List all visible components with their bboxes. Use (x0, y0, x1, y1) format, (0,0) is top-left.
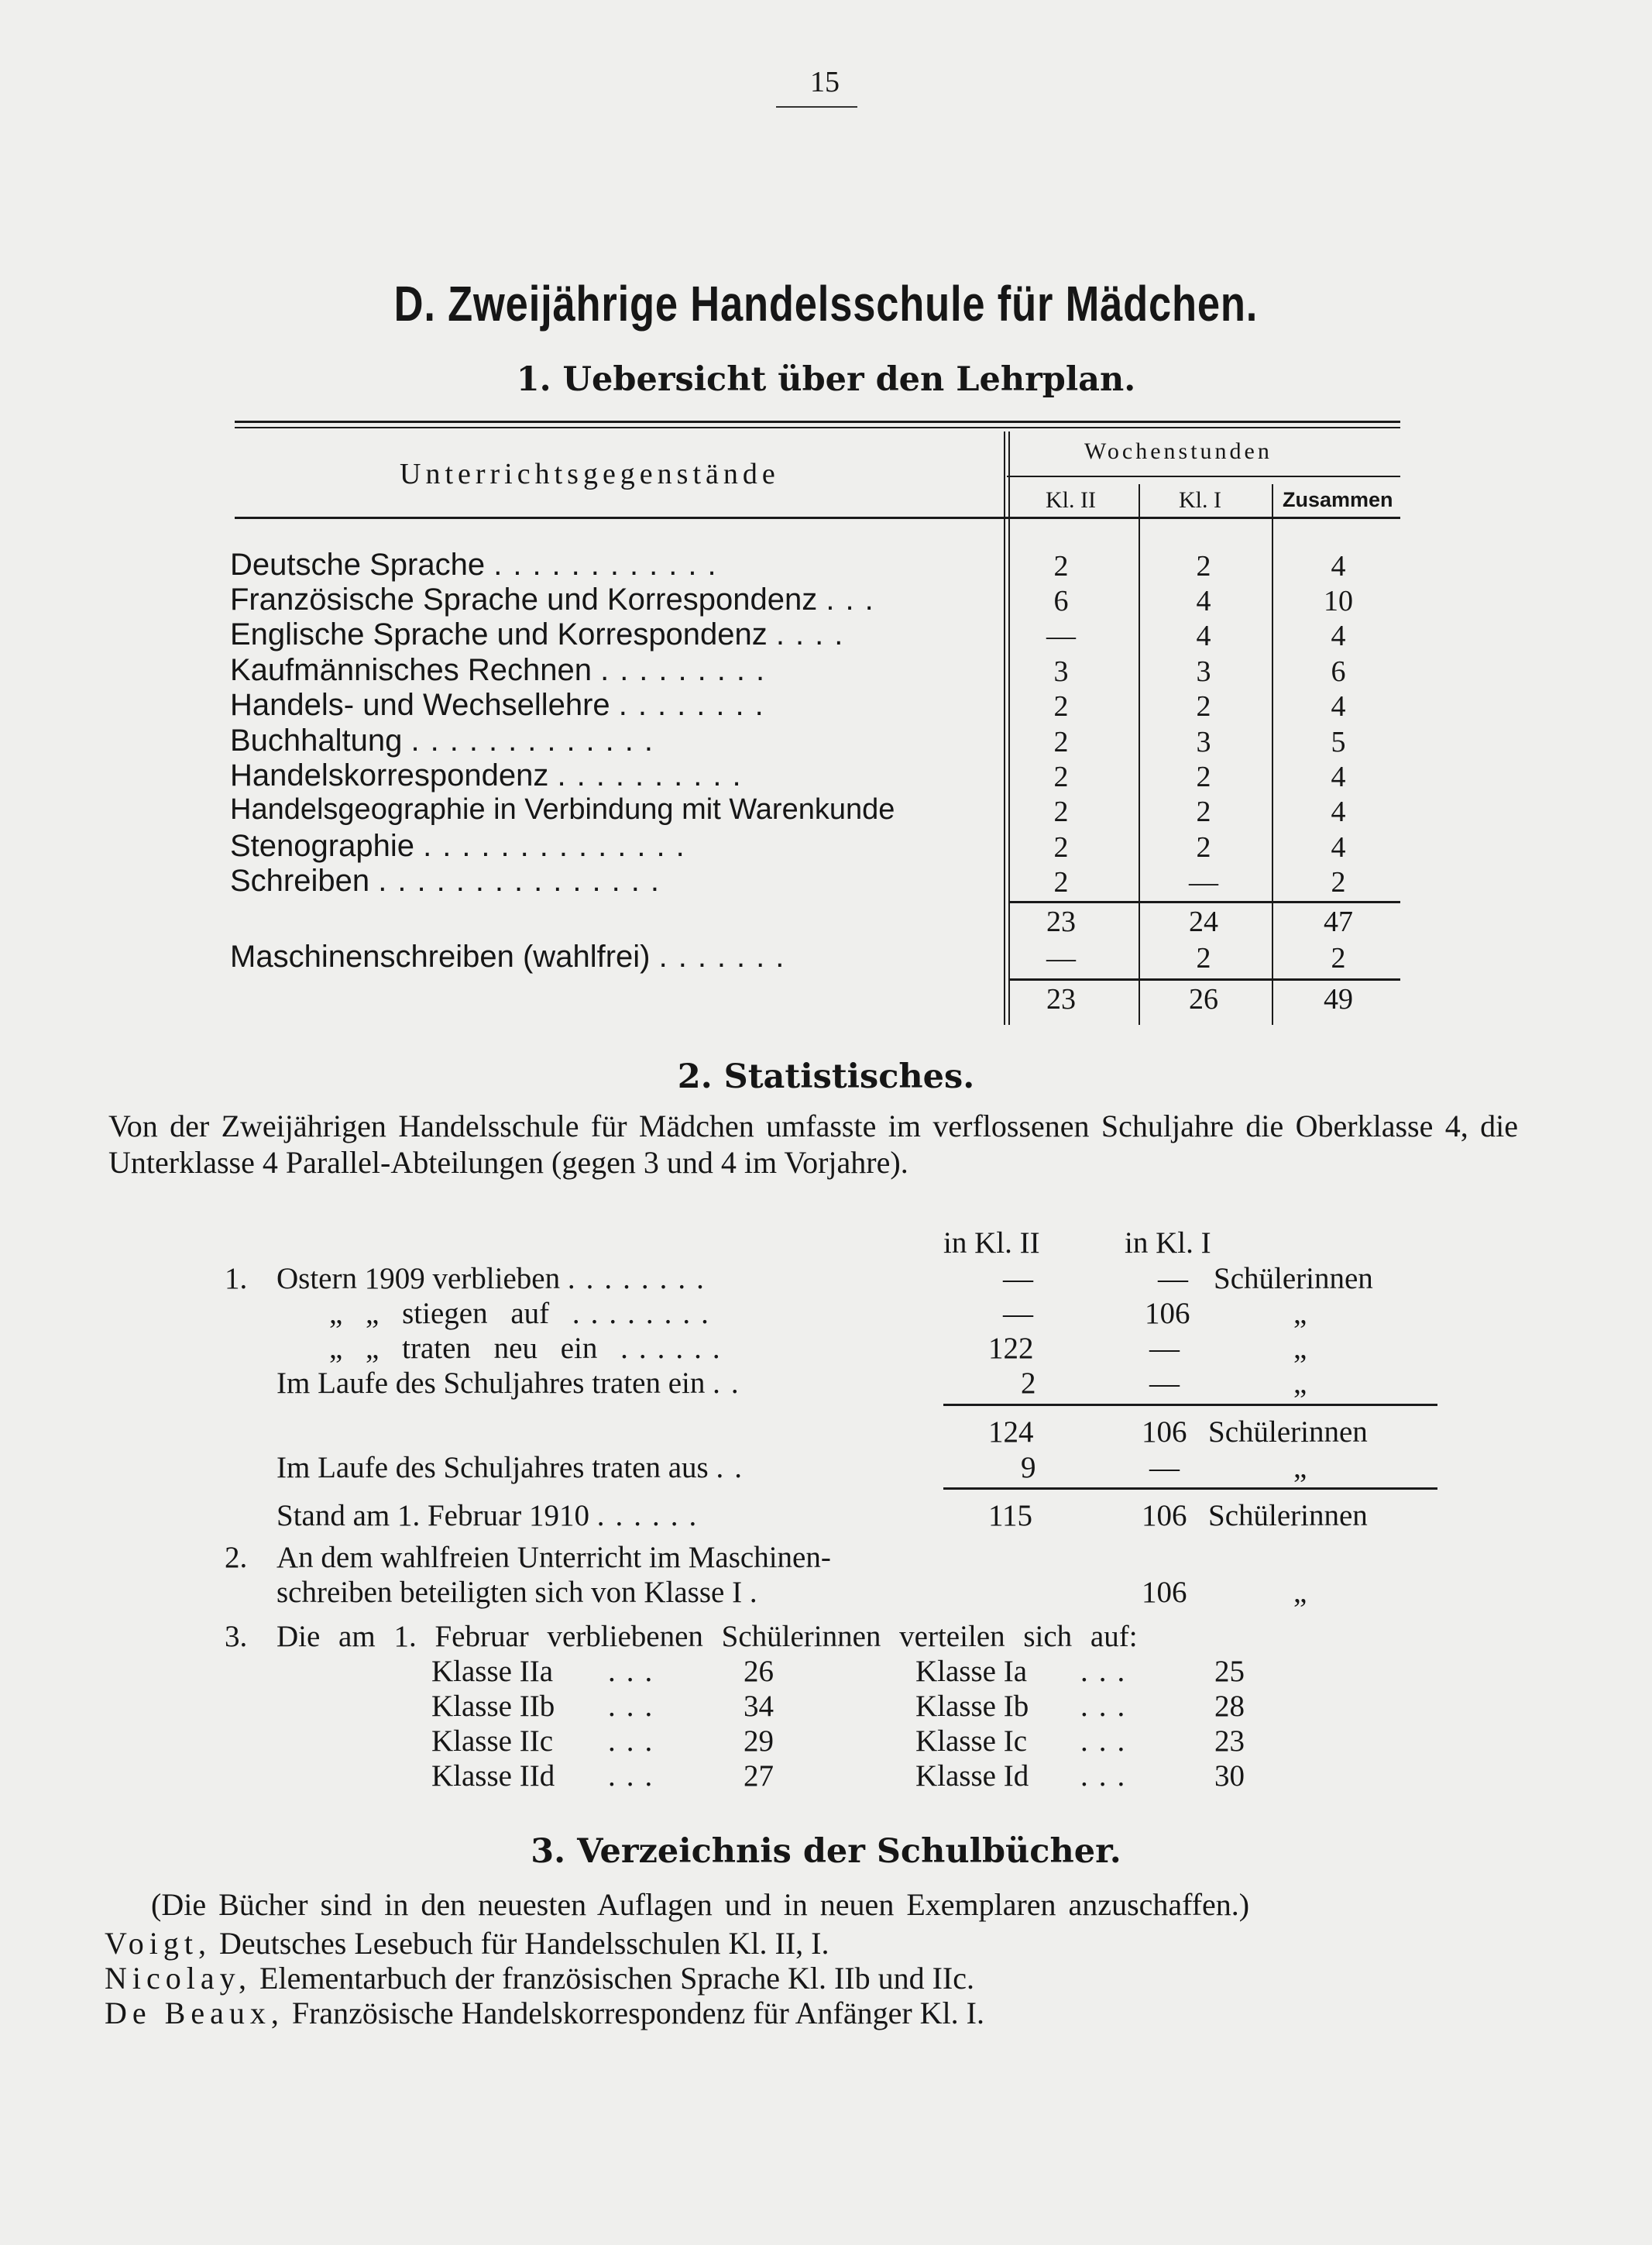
stat-unit: „ (1293, 1367, 1307, 1400)
table-cell: 4 (1331, 690, 1346, 723)
class-count: 27 (744, 1759, 774, 1793)
table-row-label: Handelskorrespondenz .......... (230, 758, 752, 792)
stat-cell: 2 (1021, 1367, 1036, 1400)
class-count: 26 (744, 1655, 774, 1688)
table-row-label: Stenographie .............. (230, 829, 695, 863)
class-dots: ... (1080, 1655, 1136, 1688)
optional-k1: 2 (1196, 942, 1211, 975)
class-count: 30 (1214, 1759, 1245, 1793)
stat-stand-unit: Schülerinnen (1208, 1499, 1368, 1532)
table-top-rule-2 (235, 427, 1400, 428)
stat-cell: — (1003, 1262, 1033, 1295)
hours-subrule (1007, 476, 1400, 477)
table-row-label: Englische Sprache und Korrespondenz .... (230, 617, 854, 651)
page-number: 15 (810, 66, 840, 98)
table-cell: 4 (1196, 585, 1211, 617)
stat-cell: 122 (988, 1332, 1034, 1365)
item-2-number: 2. (225, 1541, 248, 1574)
stat-sum-k2: 124 (988, 1415, 1034, 1449)
table-cell: 4 (1331, 550, 1346, 583)
table-row-label: Französische Sprache und Korrespondenz ... (230, 583, 884, 617)
stat-line-label: „ „ stiegen auf ........ (329, 1297, 720, 1330)
table-cell: — (1189, 866, 1218, 899)
class-count: 28 (1214, 1690, 1245, 1723)
subtotal-total: 47 (1324, 906, 1353, 938)
stat-unit: Schülerinnen (1214, 1262, 1373, 1295)
class-count: 29 (744, 1724, 774, 1758)
table-cell: 4 (1331, 796, 1346, 828)
class-dots: ... (1080, 1759, 1136, 1793)
table-cell: 6 (1331, 655, 1346, 688)
book-entry: Voigt, Deutsches Lesebuch für Handelsschulen Kl. II, I. (105, 1926, 829, 1961)
col-header-hours: Wochenstunden (1084, 438, 1272, 464)
class-dots: ... (608, 1690, 664, 1723)
class-name: Klasse Ia (915, 1655, 1028, 1688)
col-divider-mid (1139, 484, 1140, 1025)
stat-col-header-k1: in Kl. I (1125, 1226, 1211, 1260)
stat-leave-k1: — (1149, 1451, 1180, 1484)
table-cell: 4 (1196, 620, 1211, 652)
section-3-heading: 3. Verzeichnis der Schulbücher. (531, 1832, 1121, 1871)
col-header-subjects: Unterrichtsgegenstände (400, 458, 780, 490)
subtotal-k2: 23 (1046, 906, 1076, 938)
class-name: Klasse IId (431, 1759, 555, 1793)
col-divider-left-a (1004, 431, 1005, 1025)
table-cell: — (1046, 620, 1076, 652)
stat-cell: 106 (1145, 1297, 1190, 1330)
item-2-line-2: schreiben beteiligten sich von Klasse I . (276, 1576, 768, 1609)
stat-leave-unit: „ (1293, 1451, 1307, 1484)
section-1-heading: 1. Uebersicht über den Lehrplan. (516, 360, 1136, 399)
stat-stand-k1: 106 (1142, 1499, 1187, 1532)
table-cell: 2 (1196, 796, 1211, 828)
table-cell: 2 (1196, 690, 1211, 723)
item-3-number: 3. (225, 1620, 248, 1653)
class-dots: ... (1080, 1724, 1136, 1758)
grand-total-k2: 23 (1046, 983, 1076, 1016)
stat-sum-k1: 106 (1142, 1415, 1187, 1449)
table-row-label: Handelsgeographie in Verbindung mit Warenkunde (230, 793, 895, 826)
table-cell: 4 (1331, 620, 1346, 652)
table-cell: 3 (1053, 655, 1069, 688)
page-number-rule (776, 106, 857, 108)
table-cell: 2 (1053, 761, 1069, 793)
stat-sum-rule (943, 1404, 1437, 1406)
table-cell: 5 (1331, 726, 1346, 758)
class-name: Klasse IIc (431, 1724, 554, 1758)
col-header-k1: Kl. I (1179, 487, 1221, 513)
stat-cell: — (1003, 1297, 1033, 1330)
class-dots: ... (608, 1655, 664, 1688)
table-row-label: Buchhaltung ............. (230, 724, 665, 758)
stat-col-header-k2: in Kl. II (943, 1226, 1040, 1260)
item-2-line-1: An dem wahlfreien Unterricht im Maschinen- (276, 1541, 831, 1574)
class-dots: ... (608, 1724, 664, 1758)
table-cell: 10 (1324, 585, 1353, 617)
table-cell: 2 (1053, 726, 1069, 758)
class-count: 34 (744, 1690, 774, 1723)
class-dots: ... (608, 1759, 664, 1793)
table-cell: 2 (1053, 866, 1069, 899)
table-row-label: Maschinenschreiben (wahlfrei) ....... (230, 940, 795, 974)
stat-stand-rule (943, 1487, 1437, 1490)
table-cell: 2 (1053, 690, 1069, 723)
page-title: D. Zweijährige Handelsschule für Mädchen. (393, 276, 1259, 332)
grand-total-rule (1008, 978, 1400, 981)
table-cell: 6 (1053, 585, 1069, 617)
stat-cell: — (1149, 1367, 1180, 1400)
optional-k2: — (1046, 942, 1076, 975)
books-note: (Die Bücher sind in den neuesten Auflagen und in neuen Exemplaren anzuschaffen.) (151, 1887, 1250, 1922)
item-2-unit: „ (1293, 1576, 1307, 1609)
table-cell: 2 (1196, 831, 1211, 864)
stat-sum-unit: Schülerinnen (1208, 1415, 1368, 1449)
stat-leave-k2: 9 (1021, 1451, 1036, 1484)
stat-cell: — (1149, 1332, 1180, 1365)
class-dots: ... (1080, 1690, 1136, 1723)
section-2-heading: 2. Statistisches. (677, 1057, 975, 1096)
stat-unit: „ (1293, 1297, 1307, 1330)
stat-cell: — (1158, 1262, 1188, 1295)
stat-line-label: Im Laufe des Schuljahres traten ein .. (276, 1367, 750, 1400)
col-header-total: Zusammen (1283, 488, 1393, 511)
table-cell: 4 (1331, 831, 1346, 864)
item-2-value: 106 (1142, 1576, 1187, 1609)
stat-line-label: Ostern 1909 verblieben ........ (276, 1262, 715, 1295)
table-row-label: Schreiben ............... (230, 864, 670, 898)
grand-total-k1: 26 (1189, 983, 1218, 1016)
class-count: 25 (1214, 1655, 1245, 1688)
optional-total: 2 (1331, 942, 1346, 975)
class-name: Klasse IIa (431, 1655, 554, 1688)
table-row-label: Handels- und Wechsellehre ........ (230, 688, 774, 722)
stat-stand-k2: 115 (988, 1499, 1033, 1532)
stat-leave-label: Im Laufe des Schuljahres traten aus .. (276, 1451, 753, 1484)
table-cell: 2 (1053, 550, 1069, 583)
table-cell: 2 (1053, 831, 1069, 864)
header-bottom-rule (235, 517, 1400, 519)
table-top-rule (235, 421, 1400, 423)
stat-stand-label: Stand am 1. Februar 1910 ...... (276, 1499, 708, 1532)
table-row-label: Kaufmännisches Rechnen ......... (230, 653, 776, 687)
table-cell: 3 (1196, 655, 1211, 688)
class-name: Klasse Id (915, 1759, 1029, 1793)
grand-total-total: 49 (1324, 983, 1353, 1016)
class-name: Klasse Ic (915, 1724, 1028, 1758)
table-cell: 3 (1196, 726, 1211, 758)
subtotal-rule (1008, 901, 1400, 903)
col-header-k2: Kl. II (1046, 487, 1096, 513)
table-cell: 2 (1196, 761, 1211, 793)
table-cell: 2 (1331, 866, 1346, 899)
table-cell: 2 (1196, 550, 1211, 583)
class-name: Klasse IIb (431, 1690, 555, 1723)
book-entry: Nicolay, Elementarbuch der französischen Sprache Kl. IIb und IIc. (105, 1961, 974, 1996)
table-cell: 4 (1331, 761, 1346, 793)
table-row-label: Deutsche Sprache ............ (230, 548, 727, 582)
item-1-number: 1. (225, 1262, 248, 1295)
item-3-text: Die am 1. Februar verbliebenen Schülerinnen verteilen sich auf: (276, 1620, 1138, 1653)
col-divider-right (1272, 484, 1273, 1025)
class-count: 23 (1214, 1724, 1245, 1758)
class-name: Klasse Ib (915, 1690, 1029, 1723)
col-divider-left-b (1008, 431, 1010, 1025)
stat-unit: „ (1293, 1332, 1307, 1365)
stat-line-label: „ „ traten neu ein ...... (329, 1332, 731, 1365)
section-2-intro: Von der Zweijährigen Handelsschule für Mädchen umfasste im verflossenen Schuljahre die Oberklasse 4, die Unterklasse 4 Parallel-Abteilungen (gegen 3 und 4 im Vorjahre). (108, 1109, 1518, 1180)
book-entry: De Beaux, Französische Handelskorrespondenz für Anfänger Kl. I. (105, 1996, 984, 2030)
table-cell: 2 (1053, 796, 1069, 828)
subtotal-k1: 24 (1189, 906, 1218, 938)
